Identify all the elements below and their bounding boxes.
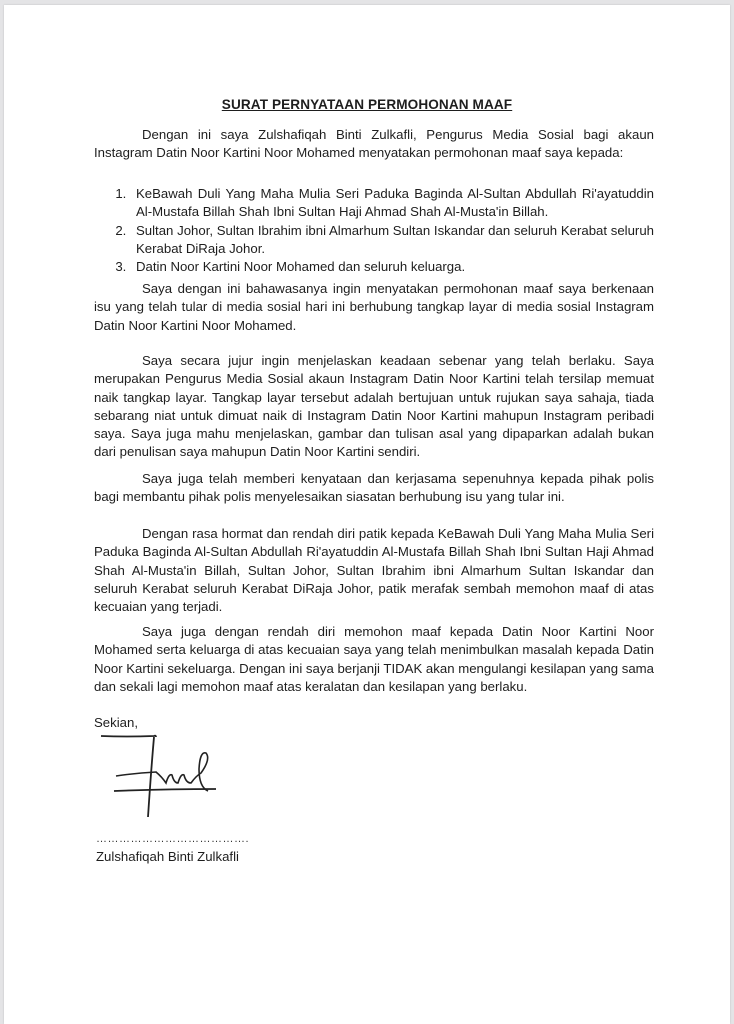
recipient-list: [94, 185, 654, 276]
intro-paragraph: [94, 126, 654, 163]
paragraph-1: [94, 280, 654, 335]
signature-line: ………………………………….: [96, 833, 250, 845]
paragraph-text: Saya juga telah memberi kenyataan dan kerjasama sepenuhnya kepada pihak polis bagi membantu pihak polis menyelesaikan siasatan berhubung isu yang tular ini.: [94, 471, 654, 505]
recipient-item: 2. Sultan Johor, Sultan Ibrahim ibni Almarhum Sultan Iskandar dan seluruh Kerabat seluruh Kerabat DiRaja Johor.: [130, 222, 654, 259]
intro-text: Dengan ini saya Zulshafiqah Binti Zulkafli, Pengurus Media Sosial bagi akaun Instagram Datin Noor Kartini Noor Mohamed menyatakan permohonan maaf saya kepada:: [94, 127, 654, 161]
closing-text: Sekian,: [94, 715, 138, 730]
paragraph-text: Saya juga dengan rendah diri memohon maaf kepada Datin Noor Kartini Noor Mohamed serta keluarga di atas kecuaian saya yang telah menimbulkan masalah kepada Datin Noor Kartini sekeluarga. Dengan ini saya berjanji TIDAK akan mengulangi kesilapan yang sama dan sekali lagi memohon maaf atas keralatan dan kesilapan yang berlaku.: [94, 624, 654, 694]
signatory-name: Zulshafiqah Binti Zulkafli: [96, 849, 239, 864]
paragraph-text: Saya dengan ini bahawasanya ingin menyatakan permohonan maaf saya berkenaan isu yang telah tular di media sosial hari ini berhubung tangkap layar di media sosial Instagram Datin Noor Kartini Noor Mohamed.: [94, 281, 654, 333]
recipient-item: 3. Datin Noor Kartini Noor Mohamed dan seluruh keluarga.: [130, 258, 654, 276]
paragraph-4: [94, 525, 654, 616]
paragraph-text: Saya secara jujur ingin menjelaskan keadaan sebenar yang telah berlaku. Saya merupakan Pengurus Media Sosial akaun Instagram Datin Noor Kartini telah tersilap memuat naik tangkap layar. Tangkap layar tersebut adalah bertujuan untuk rujukan saya sahaja, tiada sebarang niat untuk dimuat naik di Instagram Datin Noor Kartini mahupun Instagram peribadi saya. Saya juga mahu menjelaskan, gambar dan tulisan asal yang dipaparkan adalah bukan dari penulisan saya mahupun Datin Noor Kartini sendiri.: [94, 353, 654, 460]
paragraph-5: [94, 623, 654, 696]
document-page: [4, 5, 730, 1024]
recipient-item: 1. KeBawah Duli Yang Maha Mulia Seri Paduka Baginda Al-Sultan Abdullah Ri'ayatuddin Al-Mustafa Billah Shah Ibni Sultan Haji Ahmad Shah Al-Musta'in Billah.: [130, 185, 654, 222]
paragraph-text: Dengan rasa hormat dan rendah diri patik kepada KeBawah Duli Yang Maha Mulia Seri Paduka Baginda Al-Sultan Abdullah Ri'ayatuddin Al-Mustafa Billah Shah Ibni Sultan Haji Ahmad Shah Al-Musta'in Billah, Sultan Johor, Sultan Ibrahim ibni Almarhum Sultan Iskandar dan seluruh Kerabat seluruh Kerabat DiRaja Johor, patik merafak sembah memohon maaf di atas kecuaian yang terjadi.: [94, 526, 654, 615]
paragraph-2: [94, 352, 654, 462]
paragraph-3: [94, 470, 654, 507]
signature-icon: [96, 731, 256, 821]
document-title: SURAT PERNYATAAN PERMOHONAN MAAF: [221, 97, 513, 112]
